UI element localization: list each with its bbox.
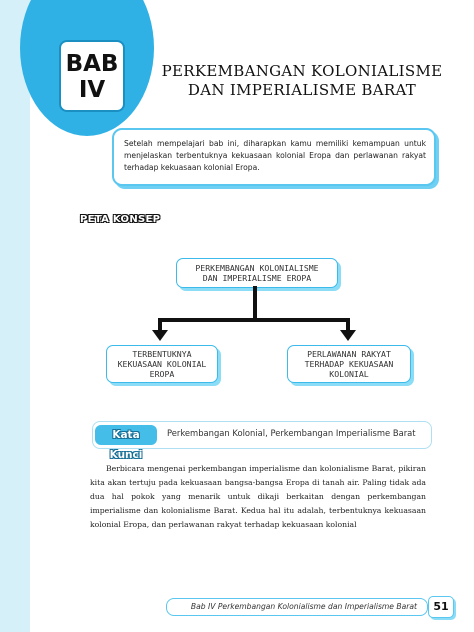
chapter-number: IV	[78, 77, 106, 103]
concept-left-line-1: TERBENTUKNYA	[132, 349, 192, 359]
kata-kunci-label-box	[95, 425, 157, 461]
concept-left-line-3: EROPA	[149, 369, 175, 379]
concept-right-line-1: PERLAWANAN RAKYAT	[307, 349, 391, 359]
arrow-down-icon	[152, 330, 168, 341]
concept-left-line-2: KEKUASAAN KOLONIAL	[117, 359, 207, 369]
concept-top-line-1: PERKEMBANGAN KOLONIALISME	[195, 263, 319, 273]
title-line-1: PERKEMBANGAN KOLONIALISME	[161, 62, 443, 80]
connector-horizontal	[158, 318, 350, 322]
chapter-bab: BAB	[65, 51, 119, 77]
arrow-down-icon	[340, 330, 356, 341]
intro-box	[112, 128, 436, 186]
kata-kunci-label: Kata Kunci	[109, 429, 143, 461]
kata-kunci-bar	[92, 421, 432, 461]
chapter-badge	[61, 42, 123, 110]
page-number: 51	[428, 596, 454, 618]
footer-text: Bab IV Perkembangan Kolonialisme dan Imperialisme Barat	[190, 602, 417, 611]
connector-vertical	[253, 286, 257, 320]
concept-right	[287, 345, 411, 383]
body-paragraph: Berbicara mengenai perkembangan imperialisme dan kolonialisme Barat, pikiran kita akan tertuju pada kekuasaan bangsa-bangsa Eropa di tanah air. Paling tidak ada dua hal pokok yang menarik untuk dikaji berkaitan dengan perkembangan imperialisme dan kolonialisme Barat. Kedua hal itu adalah, terbentuknya kekuasaan kolonial Eropa, dan perlawanan rakyat terhadap kekuasaan kolonial	[90, 464, 426, 529]
page-title	[152, 62, 452, 100]
concept-right-line-3: KOLONIAL	[329, 369, 369, 379]
concept-top-line-2: DAN IMPERIALISME EROPA	[202, 273, 312, 283]
peta-konsep-label: PETA KONSEP	[80, 214, 161, 225]
connector-right	[346, 318, 350, 330]
concept-right-line-2: TERHADAP KEKUASAAN	[304, 359, 394, 369]
side-stripe	[0, 0, 30, 632]
concept-left	[106, 345, 218, 383]
footer-bar	[166, 598, 428, 616]
concept-top	[176, 258, 338, 288]
connector-left	[158, 318, 162, 330]
kata-kunci-text: Perkembangan Kolonial, Perkembangan Imperialisme Barat	[167, 428, 416, 438]
intro-text: Setelah mempelajari bab ini, diharapkan kamu memiliki kemampuan untuk menjelaskan terbentuknya kekuasaan kolonial Eropa dan perlawanan rakyat terhadap kekuasaan kolonial Eropa.	[124, 139, 426, 172]
title-line-2: DAN IMPERIALISME BARAT	[187, 81, 417, 99]
